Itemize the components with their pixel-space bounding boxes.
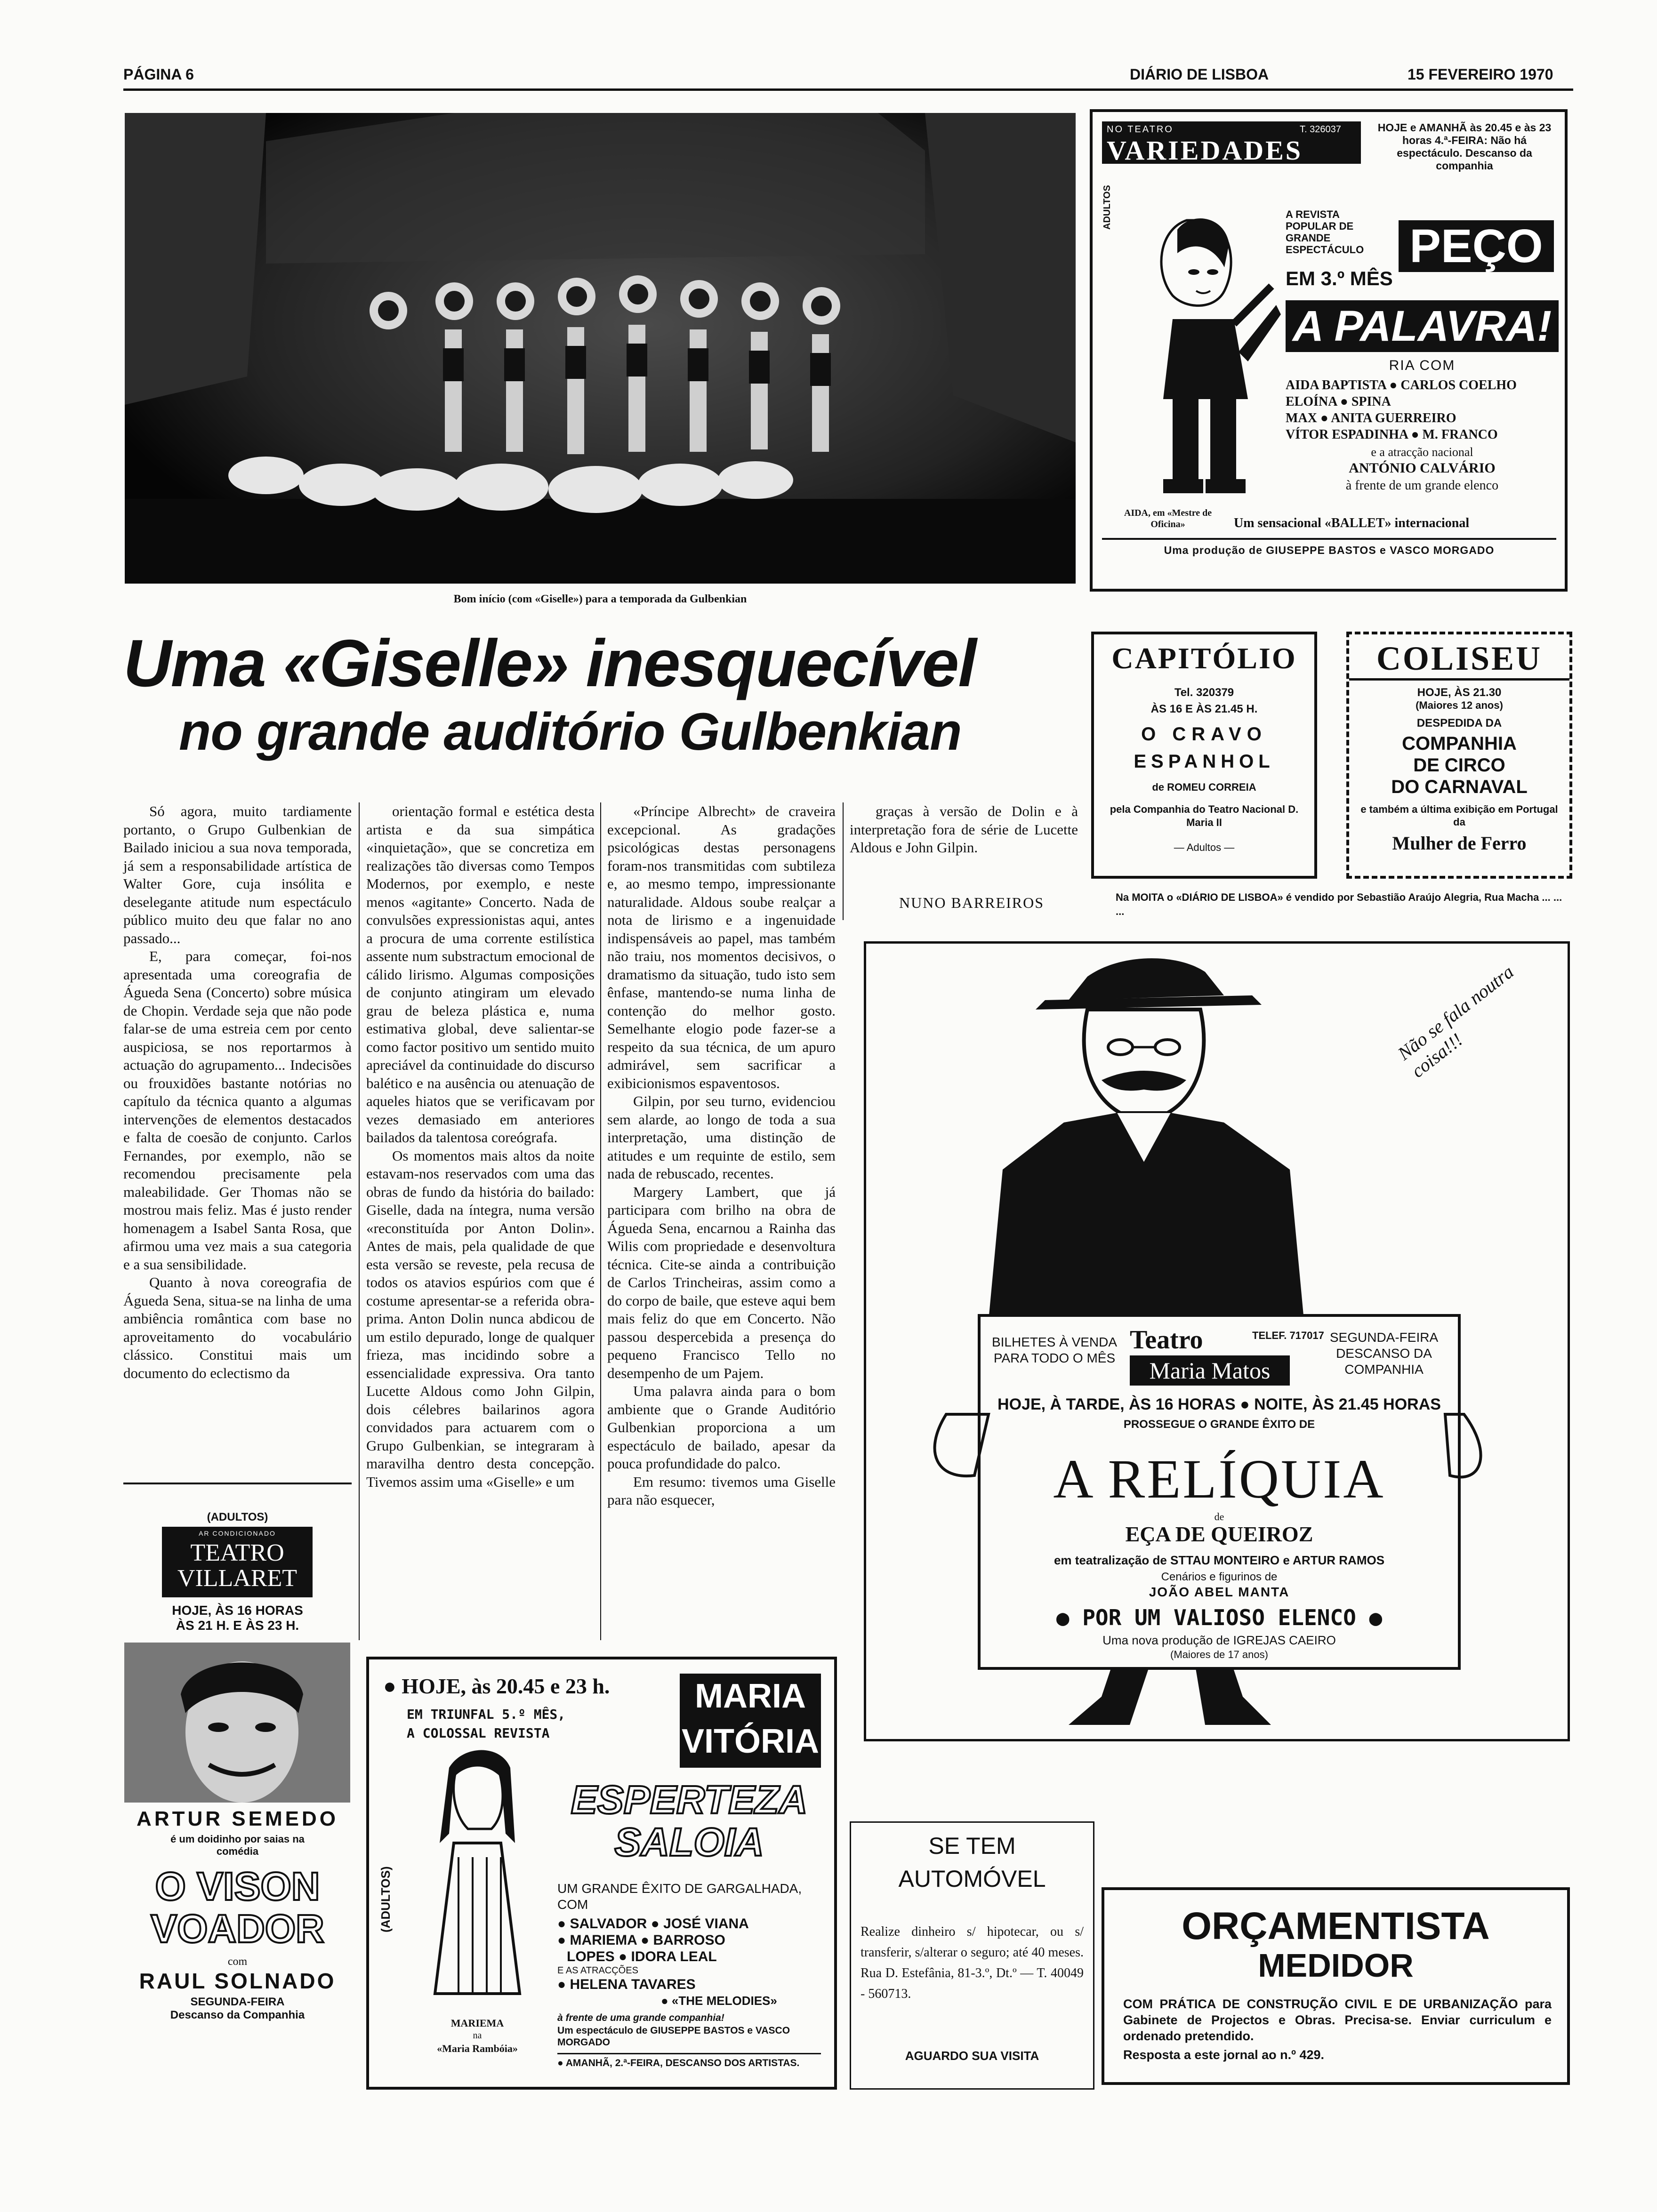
- ad-capitolio: [1091, 632, 1317, 879]
- capitolio-company: pela Companhia do Teatro Nacional D. Maria II: [1110, 803, 1299, 828]
- variedades-adults: ADULTOS: [1102, 185, 1112, 230]
- capitolio-times: ÀS 16 E ÀS 21.45 H.: [1150, 703, 1258, 715]
- ad-maria-matos: [864, 941, 1570, 1741]
- issue-date: 15 FEVEREIRO 1970: [1408, 66, 1553, 83]
- villaret-theatre-1: TEATRO: [190, 1539, 284, 1566]
- automovel-title-2: AUTOMÓVEL: [898, 1866, 1046, 1892]
- orcamentista-title-2: MEDIDOR: [1258, 1947, 1414, 1984]
- variedades-star: ANTÓNIO CALVÁRIO: [1349, 460, 1496, 476]
- villaret-ac: AR CONDICIONADO: [199, 1530, 276, 1537]
- maria-vitoria-cast-1: ● SALVADOR ● JOSÉ VIANA: [557, 1916, 749, 1931]
- villaret-times-1: HOJE, ÀS 16 HORAS: [172, 1603, 303, 1618]
- article-column-4: [850, 802, 1078, 873]
- ad-maria-vitoria: [366, 1657, 837, 2090]
- article-paragraph: Só agora, muito tardiamente portanto, o Grupo Gulbenkian de Bailado iniciou a sua nova temporada, já sem a responsabilidade artística de Walter Gore, cuja insólita e deselegante atitude num espectáculo público muito deu que falar no ano passado...: [123, 803, 352, 946]
- variedades-theatre-small: NO TEATRO: [1107, 124, 1174, 135]
- article-paragraph: Em resumo: tivemos uma Giselle para não esquecer,: [607, 1473, 836, 1508]
- article-column-3: [607, 802, 836, 1640]
- article-column-1: [123, 802, 352, 1480]
- maria-matos-tickets: BILHETES À VENDA PARA TODO O MÊS: [991, 1335, 1118, 1365]
- headline-line-2: no grande auditório Gulbenkian: [179, 702, 962, 761]
- ballet-photo: [125, 113, 1076, 584]
- article-paragraph: Os momentos mais altos da noite estavam-nos reservados com uma das obras de fundo da história do bailado: Giselle, dada na íntegra, numa versão «reconstituída por Anton Dolin». Antes de mais, pela qualidade de que esta versão se reveste, pela recusa de todos os atavios espúrios com que é costume apresentar-se a referida obra-prima. Anton Dolin nunca abdicou de um estilo depurado, longe de qualquer frieza, mas incidindo sobre a essencialidade expressiva. Ora tanto Lucette Aldous como John Gilpin, dois célebres bailarinos agora convidados para actuarem com o Grupo Gulbenkian, se integraram à maravilha dentro desta concepção. Tivemos assim uma «Giselle» e um: [366, 1147, 595, 1490]
- maria-matos-title: A RELÍQUIA: [1053, 1448, 1385, 1510]
- variedades-header: [1102, 121, 1361, 164]
- article-paragraph: graças à versão de Dolin e à interpretação fora de série de Lucette Aldous e John Gilpin.: [850, 803, 1078, 856]
- ad-automovel: [850, 1821, 1094, 2090]
- variedades-cast-4: VÍTOR ESPADINHA ● M. FRANCO: [1286, 427, 1498, 442]
- maria-vitoria-title-2: SALOIA: [614, 1820, 764, 1864]
- maria-vitoria-rest: ● AMANHÃ, 2.ª-FEIRA, DESCANSO DOS ARTISTAS.: [557, 2058, 800, 2068]
- ad-variedades: [1090, 109, 1568, 592]
- maria-vitoria-caption-3: «Maria Rambóia»: [437, 2043, 518, 2054]
- artur-semedo-portrait: [124, 1643, 350, 1803]
- villaret-title-2: VOADOR: [151, 1907, 324, 1951]
- maria-matos-phone: TELEF. 717017: [1252, 1330, 1324, 1341]
- capitolio-theatre: CAPITÓLIO: [1111, 641, 1297, 675]
- maria-matos-age: (Maiores de 17 anos): [1170, 1649, 1268, 1660]
- orcamentista-title-1: ORÇAMENTISTA: [1182, 1905, 1490, 1948]
- maria-vitoria-caption-2: na: [473, 2030, 482, 2041]
- maria-vitoria-times: ● HOJE, às 20.45 e 23 h.: [383, 1674, 610, 1698]
- maria-vitoria-cast-2: ● MARIEMA ● BARROSO: [557, 1932, 725, 1948]
- maria-vitoria-cast-5: ● HELENA TAVARES: [557, 1977, 696, 1992]
- article-paragraph: E, para começar, foi-nos apresentada uma coreografia de Águeda Sena (Concerto) sobre música de Chopin. Verdade seja que não pode falar-se de uma estreia cem por cento auspiciosa, se nos reportarmos à actuação do agrupamento... Indecisões ou frouxidões bastante notórias no capítulo da técnica quanto a algumas intervenções de elementos destacados e falta de coesão de conjunto. Carlos Fernandes, por exemplo, não se recomendou precisamente pela maleabilidade. Ger Thomas não se mostrou mais feliz. Mas é justo render homenagem a Isabel Santa Rosa, que afirmou uma vez mais a sua categoria e a sua sensibilidade.: [123, 948, 352, 1273]
- distribution-notice: Na MOITA o «DIÁRIO DE LISBOA» é vendido por Sebastião Araújo Alegria, Rua Macha ... ... ...: [1116, 891, 1562, 917]
- automovel-footer: AGUARDO SUA VISITA: [905, 2049, 1039, 2063]
- maria-vitoria-cast-6: ● «THE MELODIES»: [661, 1994, 777, 2008]
- capitolio-title-2: ESPANHOL: [1134, 751, 1275, 772]
- ad-villaret: [123, 1511, 352, 2099]
- aida-baptista-illustration: [1130, 201, 1286, 503]
- variedades-cast-3: MAX ● ANITA GUERREIRO: [1286, 411, 1456, 425]
- villaret-rest-2: Descanso da Companhia: [170, 2009, 305, 2021]
- column-divider: [359, 802, 360, 1640]
- ballet-scene-illustration: [125, 113, 1076, 584]
- coliseu-age: (Maiores 12 anos): [1416, 699, 1503, 711]
- automovel-title-1: SE TEM: [928, 1833, 1016, 1859]
- article-paragraph: Uma palavra ainda para o bom ambiente que o Grande Auditório Gulbenkian proporciona a um espectáculo de bailado, apesar da pouca profundidade do palco.: [607, 1383, 836, 1472]
- maria-matos-designer: JOÃO ABEL MANTA: [1149, 1585, 1290, 1599]
- maria-vitoria-run: EM TRIUNFAL 5.º MÊS,: [407, 1707, 566, 1722]
- maria-vitoria-note-2: Um espectáculo de GIUSEPPE BASTOS e VASCO MORGADO: [557, 2025, 790, 2048]
- variedades-title-2: A PALAVRA!: [1286, 300, 1559, 352]
- maria-vitoria-success: UM GRANDE ÊXITO DE GARGALHADA, COM: [557, 1881, 802, 1912]
- variedades-aida-caption: AIDA, em «Mestre de Oficina»: [1124, 508, 1212, 529]
- capitolio-author: de ROMEU CORREIA: [1152, 781, 1256, 793]
- article-paragraph: «Príncipe Albrecht» de craveira excepcional. As gradações psicológicas destas personagens foram-nos transmitidas com subtileza e, ao mesmo tempo, impressionante naturalidade. Aldous soube realçar a nota de lirismo e a ingenuidade indispensáveis ao papel, mas também não traiu, nos momentos decisivos, o dramatismo da situação, tudo isto sem ênfase, mantendo-se numa linha de contenção do melhor gosto. Semelhante elogio pode fazer-se a respeito da sua técnica, de um apuro admirável, sem sacrificar a exibicionismos espaventosos.: [607, 803, 836, 1091]
- villaret-logo: [162, 1527, 313, 1597]
- maria-vitoria-note-1: à frente de uma grande companhia!: [557, 2012, 724, 2023]
- column-divider: [843, 802, 844, 920]
- variedades-month: EM 3.º MÊS: [1286, 267, 1393, 289]
- variedades-ballet: Um sensacional «BALLET» internacional: [1234, 516, 1470, 530]
- villaret-star: RAUL SOLNADO: [139, 1969, 336, 1993]
- maria-matos-sets: Cenários e figurinos de: [1161, 1571, 1278, 1583]
- maria-vitoria-revista: A COLOSSAL REVISTA: [407, 1725, 550, 1741]
- maria-matos-theatre-2: Maria Matos: [1130, 1355, 1290, 1386]
- maria-matos-cast: ● POR UM VALIOSO ELENCO ●: [1056, 1605, 1383, 1630]
- article-byline: NUNO BARREIROS: [899, 894, 1045, 911]
- column-divider: [600, 802, 601, 1640]
- maria-matos-author: EÇA DE QUEIROZ: [1125, 1522, 1313, 1546]
- villaret-title-1: O VISON: [155, 1864, 320, 1908]
- variedades-tagline: A REVISTA POPULAR DE GRANDE ESPECTÁCULO: [1286, 208, 1364, 256]
- maria-vitoria-cast-4: E AS ATRACÇÕES: [557, 1965, 638, 1976]
- orcamentista-reply: Resposta a este jornal ao n.º 429.: [1123, 2048, 1325, 2062]
- villaret-adults: (ADULTOS): [207, 1511, 268, 1523]
- coliseu-theatre: COLISEU: [1349, 639, 1569, 681]
- villaret-theatre-2: VILLARET: [177, 1565, 298, 1592]
- capitolio-audience: — Adultos —: [1174, 842, 1235, 853]
- villaret-com: com: [227, 1956, 248, 1968]
- maria-matos-times: HOJE, À TARDE, ÀS 16 HORAS ● NOITE, ÀS 21.45 HORAS: [997, 1395, 1441, 1413]
- maria-matos-adaptation: em teatralização de STTAU MONTEIRO e ARTUR RAMOS: [1054, 1553, 1385, 1567]
- maria-vitoria-caption-1: MARIEMA: [450, 2017, 504, 2029]
- coliseu-farewell: DESPEDIDA DA: [1416, 717, 1502, 729]
- maria-matos-rest: SEGUNDA-FEIRA DESCANSO DA COMPANHIA: [1329, 1330, 1439, 1377]
- variedades-schedule: HOJE e AMANHÃ às 20.45 e às 23 horas 4.ª-FEIRA: Não há espectáculo. Descanso da companhia: [1377, 121, 1552, 172]
- variedades-ria: RIA COM: [1389, 358, 1456, 373]
- page-number: PÁGINA 6: [123, 66, 194, 83]
- ad-orcamentista: [1102, 1887, 1570, 2085]
- villaret-actor-note: é um doidinho por saias na comédia: [170, 1833, 305, 1857]
- automovel-body: Realize dinheiro s/ hipotecar, ou s/ transferir, s/alterar o seguro; até 40 meses. Rua D. Estefânia, 81-3.º, Dt.º — T. 40049 - 560713.: [861, 1924, 1084, 2001]
- variedades-attraction: e a atracção nacional: [1371, 445, 1473, 459]
- villaret-rest-1: SEGUNDA-FEIRA: [190, 1996, 285, 2008]
- coliseu-show-3: DO CARNAVAL: [1391, 777, 1528, 797]
- ad-coliseu: [1346, 632, 1572, 879]
- photo-caption: Bom início (com «Giselle») para a temporada da Gulbenkian: [453, 593, 747, 605]
- maria-vitoria-cast-3: LOPES ● IDORA LEAL: [567, 1949, 717, 1964]
- article-end-rule: [123, 1483, 352, 1484]
- maria-vitoria-theatre-1: MARIA: [695, 1677, 806, 1715]
- capitolio-title-1: O CRAVO: [1141, 724, 1267, 745]
- maria-vitoria-theatre: [680, 1674, 821, 1768]
- coliseu-show-1: COMPANHIA: [1402, 733, 1517, 754]
- article-paragraph: Quanto à nova coreografia de Águeda Sena, situa-se na linha de uma ambiência romântica com base no aproveitamento do vocabulário clássico. Constitui mais um documento do eclectismo da: [123, 1274, 352, 1381]
- article-paragraph: Gilpin, por seu turno, evidenciou sem alarde, ao longo de toda a sua interpretação, uma distinção de atitudes e um requinte de estilo, sem nada de rebuscado, recentes.: [607, 1093, 836, 1182]
- variedades-cast-2: ELOÍNA ● SPINA: [1286, 394, 1391, 409]
- maria-vitoria-rule: [557, 2053, 821, 2054]
- headline-line-1: Uma «Giselle» inesquecível: [123, 626, 976, 701]
- maria-vitoria-adults: (ADULTOS): [378, 1866, 393, 1932]
- article-paragraph: Margery Lambert, que já participara com brilho na obra de Águeda Sena, encarnou a Rainha das Wilis com propriedade e desenvoltura técnica. Cite-se ainda a contribuição de Carlos Trincheiras, assim como a do corpo de baile, que esteve aqui bem mais feliz do que em Concerto. Não passou despercebida a presença do pequeno Francisco Tello no desempenho de um Pajem.: [607, 1183, 836, 1381]
- maria-matos-theatre-1: Teatro: [1130, 1325, 1203, 1354]
- variedades-theatre-name: VARIEDADES: [1107, 135, 1303, 166]
- variedades-production: Uma produção de GIUSEPPE BASTOS e VASCO MORGADO: [1164, 544, 1495, 556]
- maria-vitoria-title-1: ESPERTEZA: [571, 1778, 808, 1822]
- capitolio-phone: Tel. 320379: [1174, 686, 1234, 699]
- villaret-times-2: ÀS 21 H. E ÀS 23 H.: [176, 1618, 299, 1633]
- article-paragraph: orientação formal e estética desta artista e da sua simpática «inquietação», que se concretiza em realizações tão diversas como Tempos Modernos, por exemplo, e neste menos «agitante» Concerto. Nada de convulsões expressionistas aqui, antes a procura de uma corrente estilística assente num substractum emocional de cálido lirismo. Algumas composições de conjunto atingiram um elevado grau de beleza plástica e, numa estimativa global, deve salientar-se como factor positivo um sentido muito apreciável da continuidade do discurso balético e na ausência ou atenuação de aqueles hiatos que se verificavam por vezes demasiado em anteriores bailados da talentosa coreógrafa.: [366, 803, 595, 1146]
- mariema-illustration: [407, 1749, 548, 2012]
- maria-matos-de: de: [1214, 1511, 1224, 1523]
- maria-matos-continues: PROSSEGUE O GRANDE ÊXITO DE: [1123, 1418, 1315, 1431]
- variedades-rule: [1102, 538, 1556, 540]
- maria-vitoria-theatre-2: VITÓRIA: [681, 1723, 819, 1760]
- variedades-phone: T. 326037: [1300, 124, 1341, 135]
- villaret-actor: ARTUR SEMEDO: [137, 1807, 338, 1830]
- coliseu-star: Mulher de Ferro: [1392, 833, 1527, 854]
- coliseu-show-2: DE CIRCO: [1413, 755, 1505, 776]
- coliseu-times: HOJE, ÀS 21.30: [1417, 686, 1502, 699]
- maria-matos-production: Uma nova produção de IGREJAS CAEIRO: [1102, 1633, 1336, 1647]
- orcamentista-body: COM PRÁTICA DE CONSTRUÇÃO CIVIL E DE URBANIZAÇÃO para Gabinete de Projectos e Obras. Precisa-se. Enviar curriculum e ordenado pretendido.: [1123, 1997, 1552, 2043]
- variedades-cast-1: AIDA BAPTISTA ● CARLOS COELHO: [1286, 378, 1517, 393]
- variedades-title-1: PEÇO: [1399, 220, 1554, 272]
- header-rule: [123, 88, 1573, 91]
- article-column-2: [366, 802, 595, 1640]
- variedades-orchestra: à frente de um grande elenco: [1345, 478, 1499, 493]
- coliseu-extra: e também a última exibição em Portugal da: [1360, 803, 1558, 828]
- maria-matos-handwriting: Não se fala noutra coisa!!!: [1393, 961, 1518, 1082]
- newspaper-name: DIÁRIO DE LISBOA: [1130, 66, 1269, 83]
